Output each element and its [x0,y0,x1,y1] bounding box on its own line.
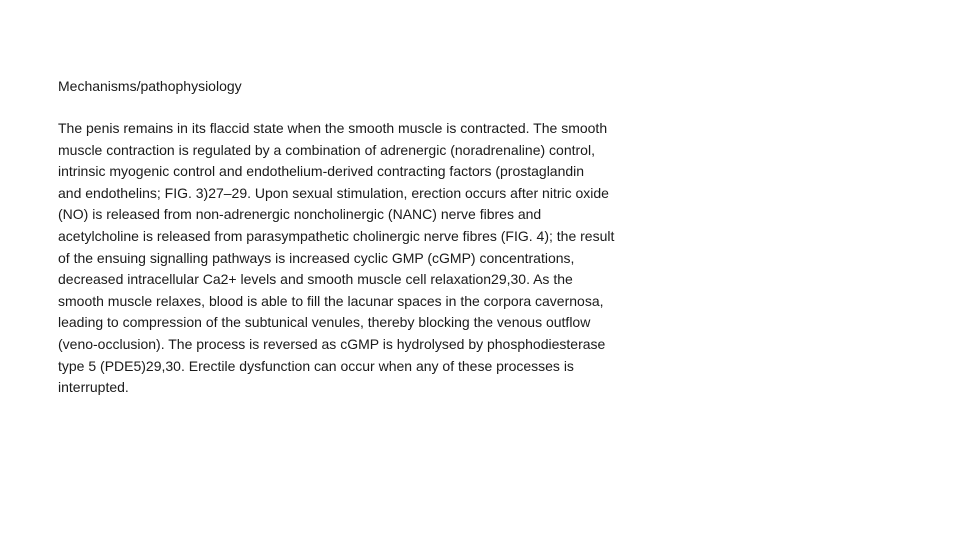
paragraph-line: (veno-occlusion). The process is reversed as cGMP is hydrolysed by phosphodiesterase [58,335,606,352]
paragraph-line: acetylcholine is released from parasympathetic cholinergic nerve fibres (FIG. 4); the result [58,227,615,244]
paragraph-line: of the ensuing signalling pathways is increased cyclic GMP (cGMP) concentrations, [58,249,575,266]
body-paragraph [58,118,728,399]
paragraph-line: interrupted. [58,379,129,396]
paragraph-line: muscle contraction is regulated by a combination of adrenergic (noradrenaline) control, [58,141,595,158]
paragraph-line: intrinsic myogenic control and endothelium-derived contracting factors (prostaglandin [58,163,585,180]
paragraph-line: leading to compression of the subtunical venules, thereby blocking the venous outflow [58,314,591,331]
paragraph-line: and endothelins; FIG. 3)27–29. Upon sexual stimulation, erection occurs after nitric oxide [58,184,609,201]
paragraph-line: type 5 (PDE5)29,30. Erectile dysfunction can occur when any of these processes is [58,357,574,374]
slide-heading: Mechanisms/pathophysiology [58,78,242,94]
paragraph-line: decreased intracellular Ca2+ levels and smooth muscle cell relaxation29,30. As the [58,271,573,288]
paragraph-line: (NO) is released from non-adrenergic noncholinergic (NANC) nerve fibres and [58,206,542,223]
paragraph-line: smooth muscle relaxes, blood is able to fill the lacunar spaces in the corpora cavernosa, [58,292,604,309]
slide-content [58,76,728,399]
paragraph-line: The penis remains in its flaccid state when the smooth muscle is contracted. The smooth [58,120,608,136]
